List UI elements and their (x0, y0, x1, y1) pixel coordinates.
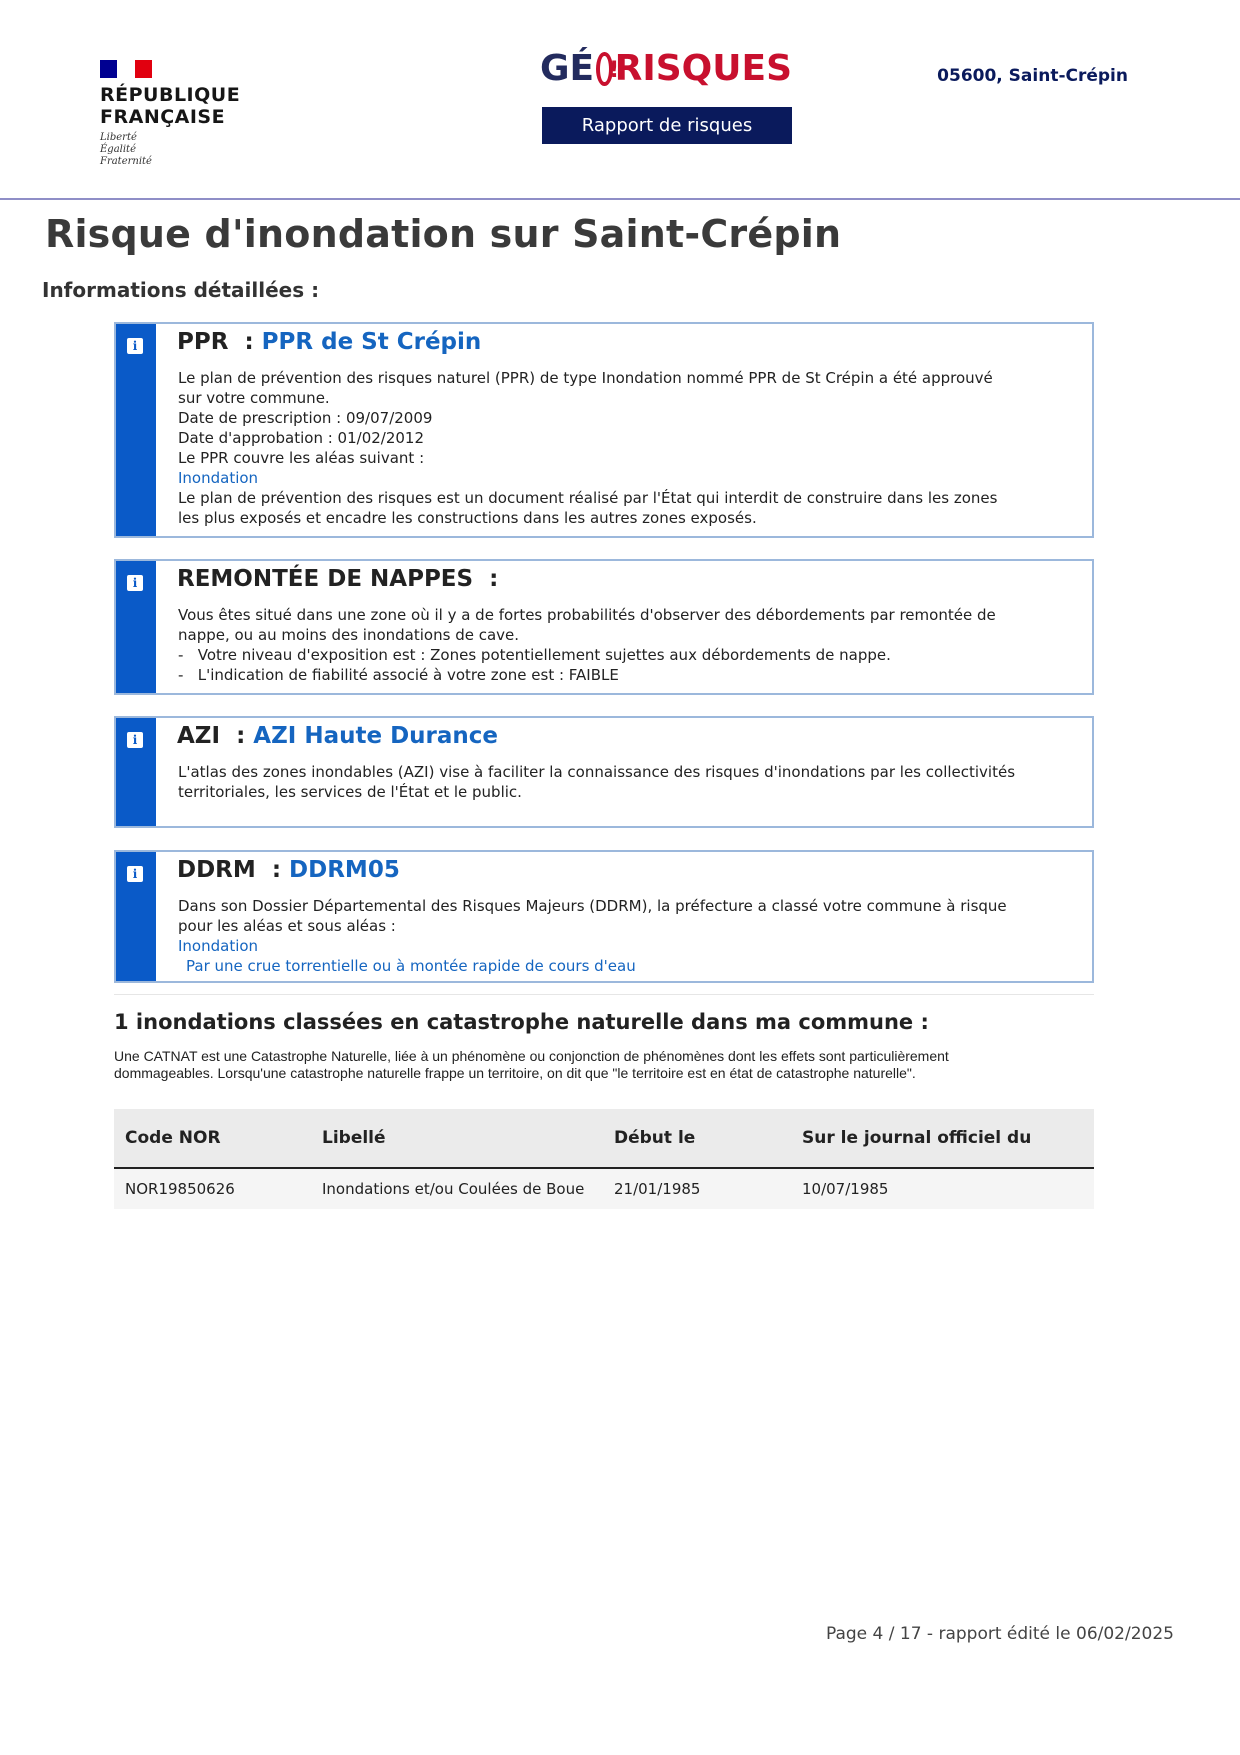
republique-line-1: RÉPUBLIQUE (100, 84, 241, 106)
nappes-bullet (178, 665, 1018, 685)
cell-debut: 21/01/1985 (614, 1180, 701, 1198)
nappes-exposure: Votre niveau d'exposition est : Zones potentiellement sujettes aux débordements de nappe. (197, 646, 891, 664)
catnat-note: Une CATNAT est une Catastrophe Naturelle, liée à un phénomène ou conjonction de phénomènes dont les effets sont particulièrement dommageables. Lorsqu'une catastrophe naturelle frappe un territoire, on dit que "le territoire est en état de catastrophe naturelle". (114, 1048, 949, 1081)
nappes-intro: Vous êtes situé dans une zone où il y a de fortes probabilités d'observer des débordements par remontée de nappe, ou au moins des inondations de cave. (178, 606, 996, 644)
azi-title (177, 723, 498, 749)
info-icon: i (127, 866, 143, 882)
republique-line-2: FRANÇAISE (100, 106, 226, 128)
ppr-card (114, 322, 1094, 538)
ddrm-link[interactable]: DDRM05 (289, 857, 400, 883)
ppr-line: Date d'approbation : 01/02/2012 (178, 429, 425, 447)
title-sep: : (236, 723, 246, 749)
title-sep: : (271, 857, 282, 883)
motto-liberte: Liberté (100, 132, 137, 143)
col-libelle: Libellé (322, 1128, 386, 1148)
logo-risques: RISQUES (614, 48, 792, 89)
bullet-dash: - (178, 646, 184, 664)
title-sep: : (489, 566, 499, 592)
nappes-fiabilite: L'indication de fiabilité associé à votre zone est : FAIBLE (197, 666, 619, 684)
cell-journal-officiel: 10/07/1985 (802, 1180, 889, 1198)
col-debut: Début le (614, 1128, 696, 1148)
page-footer: Page 4 / 17 - rapport édité le 06/02/2025 (825, 1624, 1174, 1644)
nappes-title (177, 566, 498, 592)
ddrm-card (114, 850, 1094, 983)
nappes-bullet (178, 645, 1018, 665)
alert-circle-icon (596, 52, 612, 86)
azi-link[interactable]: AZI Haute Durance (253, 723, 499, 749)
ppr-body (178, 368, 1018, 528)
ddrm-label: DDRM (177, 857, 256, 883)
table-header (114, 1109, 1094, 1169)
info-icon: i (127, 338, 143, 354)
table-row (114, 1169, 1094, 1209)
ppr-label: PPR (177, 329, 229, 355)
rapport-label: Rapport de risques (542, 107, 792, 144)
azi-card (114, 716, 1094, 828)
col-journal-officiel: Sur le journal officiel du (802, 1128, 1032, 1148)
ddrm-alea: Inondation (178, 937, 259, 955)
azi-text: L'atlas des zones inondables (AZI) vise à faciliter la connaissance des risques d'inondations par les collectivités territoriales, les services de l'État et le public. (178, 763, 1016, 801)
info-icon: i (127, 575, 143, 591)
ddrm-body (178, 896, 1018, 976)
location-label: 05600, Saint-Crépin (937, 66, 1128, 86)
motto-egalite: Égalité (100, 144, 136, 155)
ppr-line: Le plan de prévention des risques naturel (PPR) de type Inondation nommé PPR de St Crépin a été approuvé sur votre commune. (178, 369, 993, 407)
french-flag-icon (100, 60, 152, 78)
logo-ge: GÉ (540, 48, 595, 89)
section-divider (114, 994, 1094, 995)
ppr-alea: Inondation (178, 469, 259, 487)
ddrm-text: Dans son Dossier Départemental des Risques Majeurs (DDRM), la préfecture a classé votre commune à risque pour les aléas et sous aléas : (178, 897, 1007, 935)
col-code-nor: Code NOR (125, 1128, 221, 1148)
azi-body (178, 762, 1018, 802)
ppr-footer-text: Le plan de prévention des risques est un document réalisé par l'État qui interdit de construire dans les zones les plus exposés et encadre les constructions dans les autres zones exposés. (178, 489, 998, 527)
bullet-dash: - (178, 666, 184, 684)
azi-label: AZI (177, 723, 221, 749)
page-title: Risque d'inondation sur Saint-Crépin (45, 212, 842, 256)
georisques-logo (540, 44, 792, 94)
cell-libelle: Inondations et/ou Coulées de Boue (322, 1180, 585, 1198)
ppr-line: Date de prescription : 09/07/2009 (178, 409, 433, 427)
ddrm-sous-alea: Par une crue torrentielle ou à montée rapide de cours d'eau (186, 957, 636, 975)
ppr-line: Le PPR couvre les aléas suivant : (178, 449, 425, 467)
card-band (116, 324, 156, 536)
catnat-table (114, 1109, 1094, 1209)
catnat-heading: 1 inondations classées en catastrophe naturelle dans ma commune : (114, 1010, 929, 1034)
ddrm-title (177, 857, 400, 883)
nappes-body (178, 605, 1018, 685)
title-sep: : (244, 329, 254, 355)
nappes-label: REMONTÉE DE NAPPES (177, 566, 474, 592)
motto-fraternite: Fraternité (100, 156, 152, 167)
republique-francaise-logo (100, 60, 240, 168)
ppr-title (177, 329, 481, 355)
info-icon: i (127, 732, 143, 748)
section-subheading: Informations détaillées : (42, 278, 320, 302)
report-header (0, 0, 1240, 200)
cell-code-nor: NOR19850626 (125, 1180, 235, 1198)
nappes-card (114, 559, 1094, 695)
ppr-link[interactable]: PPR de St Crépin (261, 329, 482, 355)
